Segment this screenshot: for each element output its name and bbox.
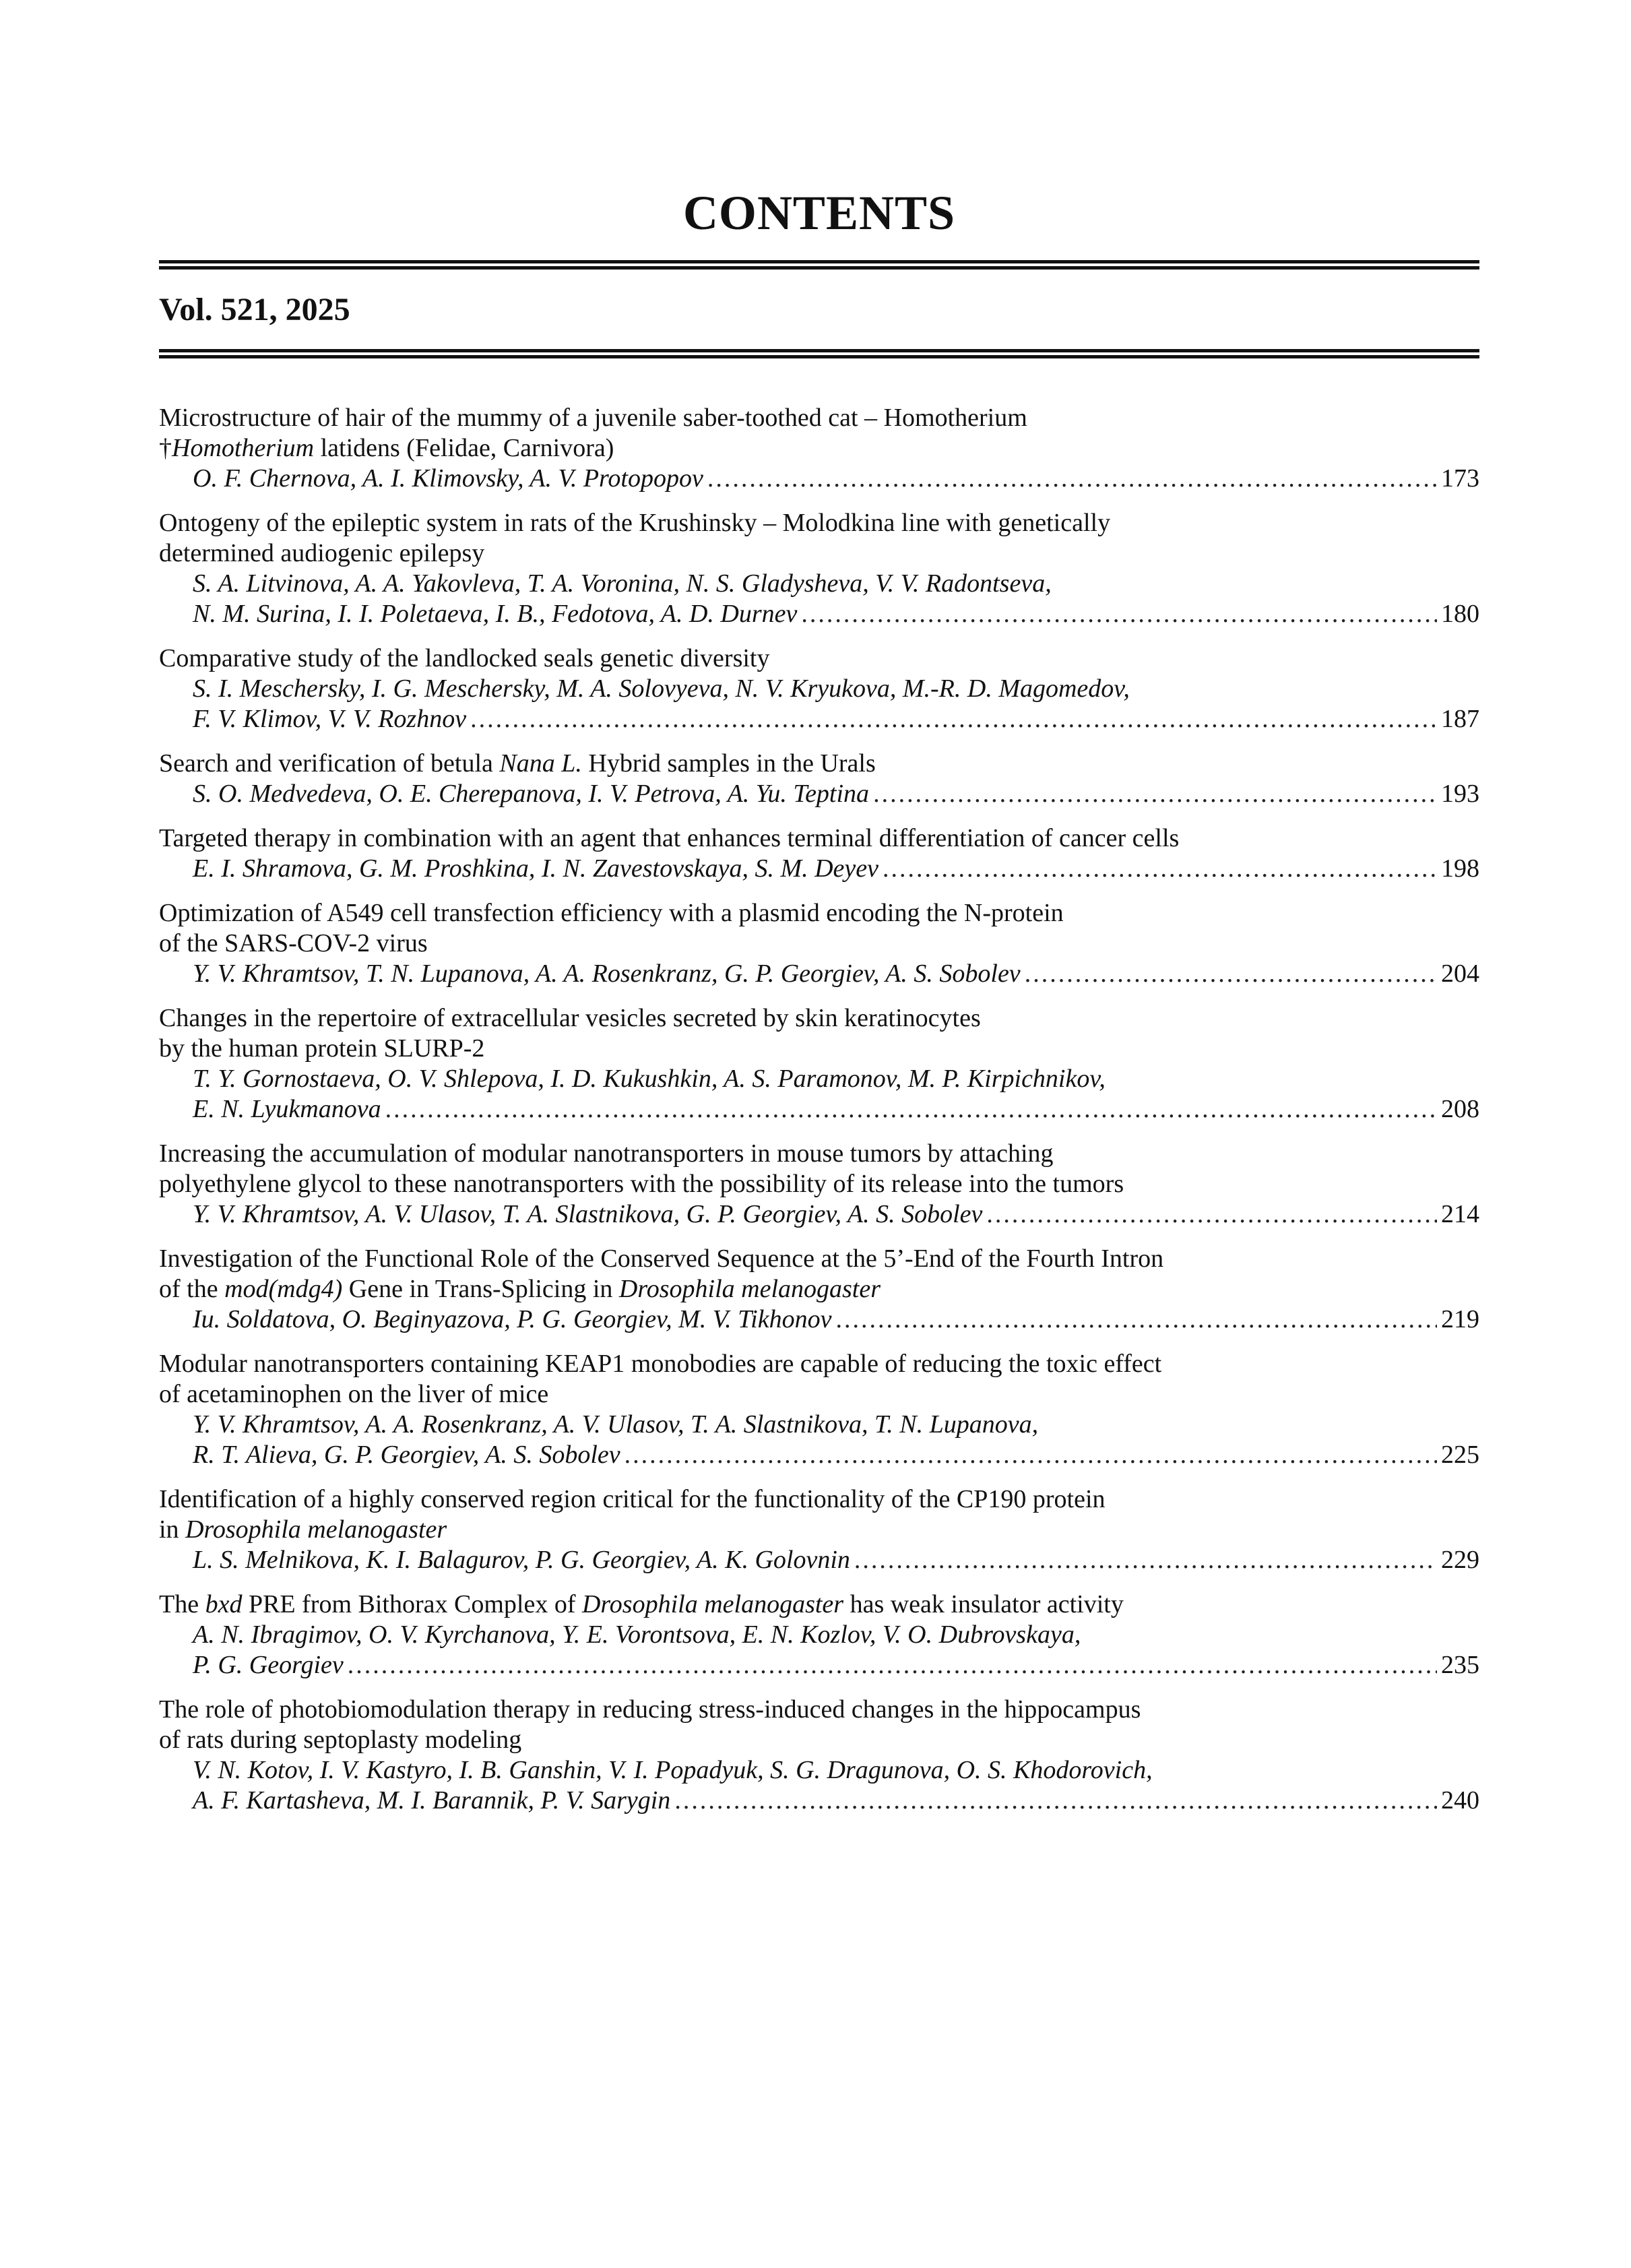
volume-label: Vol. 521, 2025 (159, 292, 350, 327)
author-line: A. N. Ibragimov, O. V. Kyrchanova, Y. E. Vorontsova, E. N. Kozlov, V. O. Dubrovskaya, (193, 1620, 1081, 1649)
page-number: 208 (1441, 1095, 1479, 1123)
author-page-row (193, 464, 1479, 494)
article-title-line: of rats during septoplasty modeling (159, 1726, 522, 1754)
article-authors (159, 464, 1479, 494)
dot-leader (883, 854, 1437, 884)
toc-entry (159, 508, 1479, 629)
article-title-line: Investigation of the Functional Role of the Conserved Sequence at the 5’-End of the Fourth Intron (159, 1245, 1164, 1273)
toc-entry (159, 898, 1479, 989)
dot-leader (986, 1199, 1437, 1230)
author-page-row (193, 1786, 1479, 1816)
toc-entry (159, 1484, 1479, 1575)
page-number: 219 (1441, 1305, 1479, 1333)
title-divider (159, 260, 1479, 270)
author-line: Y. V. Khramtsov, A. A. Rosenkranz, A. V. Ulasov, T. A. Slastnikova, T. N. Lupanova, (193, 1410, 1039, 1439)
dot-leader (854, 1545, 1437, 1575)
author-line: E. N. Lyukmanova (193, 1095, 381, 1123)
author-line: Iu. Soldatova, O. Beginyazova, P. G. Georgiev, M. V. Tikhonov (193, 1305, 832, 1333)
author-page-row (193, 1094, 1479, 1125)
author-line: T. Y. Gornostaeva, O. V. Shlepova, I. D. Kukushkin, A. S. Paramonov, M. P. Kirpichnikov, (193, 1065, 1106, 1093)
author-line: N. M. Surina, I. I. Poletaeva, I. B., Fedotova, A. D. Durnev (193, 600, 798, 628)
volume-divider (159, 349, 1479, 358)
author-line: O. F. Chernova, A. I. Klimovsky, A. V. Protopopov (193, 464, 703, 493)
author-page-row (193, 1650, 1479, 1680)
page-number: 173 (1441, 464, 1479, 493)
article-title-line: Comparative study of the landlocked seals genetic diversity (159, 644, 770, 672)
page-number: 229 (1441, 1546, 1479, 1574)
article-authors (159, 1755, 1479, 1816)
table-of-contents (159, 403, 1479, 1830)
author-page-row (193, 959, 1479, 989)
toc-entry (159, 749, 1479, 809)
article-title-line: determined audiogenic epilepsy (159, 539, 485, 567)
author-line: E. I. Shramova, G. M. Proshkina, I. N. Zavestovskaya, S. M. Deyev (193, 854, 879, 883)
article-title-line: Optimization of A549 cell transfection efficiency with a plasmid encoding the N-protein (159, 899, 1064, 927)
toc-entry (159, 823, 1479, 884)
author-line: P. G. Georgiev (193, 1651, 344, 1679)
page-number: 198 (1441, 854, 1479, 883)
author-page-row (193, 854, 1479, 884)
dot-leader (1025, 959, 1437, 989)
article-title-line: Targeted therapy in combination with an agent that enhances terminal differentiation of cancer cells (159, 824, 1180, 852)
article-title-line: in Drosophila melanogaster (159, 1515, 447, 1544)
toc-entry (159, 403, 1479, 494)
dot-leader (873, 779, 1437, 809)
article-title-line: Identification of a highly conserved region critical for the functionality of the CP190 protein (159, 1485, 1106, 1513)
dot-leader (674, 1786, 1437, 1816)
dot-leader (385, 1094, 1437, 1125)
article-title-line: Increasing the accumulation of modular nanotransporters in mouse tumors by attaching (159, 1139, 1054, 1168)
author-line: S. I. Meschersky, I. G. Meschersky, M. A. Solovyeva, N. V. Kryukova, M.-R. D. Magomedov, (193, 674, 1130, 703)
article-authors (159, 674, 1479, 734)
page-number: 235 (1441, 1651, 1479, 1679)
author-page-row (193, 704, 1479, 734)
author-line: L. S. Melnikova, K. I. Balagurov, P. G. Georgiev, A. K. Golovnin (193, 1546, 850, 1574)
dot-leader (625, 1440, 1437, 1470)
toc-entry (159, 643, 1479, 734)
article-title-line: Microstructure of hair of the mummy of a juvenile saber-toothed cat – Homotherium (159, 404, 1027, 432)
author-line: F. V. Klimov, V. V. Rozhnov (193, 705, 467, 733)
toc-entry (159, 1003, 1479, 1125)
page-number: 240 (1441, 1786, 1479, 1815)
article-title-line: polyethylene glycol to these nanotransporters with the possibility of its release into the tumors (159, 1170, 1124, 1198)
article-authors (159, 1620, 1479, 1680)
article-authors (159, 569, 1479, 629)
article-title-line: The role of photobiomodulation therapy in reducing stress-induced changes in the hippocampus (159, 1695, 1141, 1724)
article-title-line: of acetaminophen on the liver of mice (159, 1380, 549, 1408)
page-number: 193 (1441, 780, 1479, 808)
article-authors (159, 1304, 1479, 1335)
author-line: S. O. Medvedeva, O. E. Cherepanova, I. V. Petrova, A. Yu. Teptina (193, 780, 870, 808)
article-authors (159, 1545, 1479, 1575)
toc-entry (159, 1589, 1479, 1680)
article-authors (159, 1064, 1479, 1125)
author-page-row (193, 779, 1479, 809)
article-title-line: †Homotherium latidens (Felidae, Carnivora) (159, 434, 614, 462)
dot-leader (348, 1650, 1437, 1680)
author-line: A. F. Kartasheva, M. I. Barannik, P. V. Sarygin (193, 1786, 671, 1815)
article-authors (159, 854, 1479, 884)
dot-leader (801, 599, 1437, 629)
page-number: 187 (1441, 705, 1479, 733)
article-title-line: Modular nanotransporters containing KEAP1 monobodies are capable of reducing the toxic effect (159, 1350, 1162, 1378)
author-line: S. A. Litvinova, A. A. Yakovleva, T. A. Voronina, N. S. Gladysheva, V. V. Radontseva, (193, 569, 1052, 598)
article-title-line: of the SARS-COV-2 virus (159, 929, 428, 957)
dot-leader (470, 704, 1437, 734)
page-number: 204 (1441, 959, 1479, 988)
author-page-row (193, 1545, 1479, 1575)
page-title: CONTENTS (682, 186, 956, 240)
page-number: 180 (1441, 600, 1479, 628)
article-title-line: The bxd PRE from Bithorax Complex of Drosophila melanogaster has weak insulator activity (159, 1590, 1124, 1618)
article-authors (159, 1199, 1479, 1230)
article-title-line: Search and verification of betula Nana L. Hybrid samples in the Urals (159, 749, 876, 778)
author-page-row (193, 1304, 1479, 1335)
toc-entry (159, 1349, 1479, 1470)
author-line: Y. V. Khramtsov, A. V. Ulasov, T. A. Slastnikova, G. P. Georgiev, A. S. Sobolev (193, 1200, 983, 1228)
dot-leader (707, 464, 1437, 494)
author-page-row (193, 1440, 1479, 1470)
article-title-line: Ontogeny of the epileptic system in rats of the Krushinsky – Molodkina line with genetically (159, 509, 1111, 537)
author-page-row (193, 1199, 1479, 1230)
article-authors (159, 779, 1479, 809)
author-line: R. T. Alieva, G. P. Georgiev, A. S. Sobolev (193, 1441, 620, 1469)
toc-entry (159, 1695, 1479, 1816)
author-line: V. N. Kotov, I. V. Kastyro, I. B. Ganshin, V. I. Popadyuk, S. G. Dragunova, O. S. Khodorovich, (193, 1756, 1153, 1784)
article-title-line: by the human protein SLURP-2 (159, 1034, 485, 1063)
page-number: 225 (1441, 1441, 1479, 1469)
author-page-row (193, 599, 1479, 629)
article-authors (159, 959, 1479, 989)
dot-leader (835, 1304, 1437, 1335)
article-authors (159, 1410, 1479, 1470)
page-number: 214 (1441, 1200, 1479, 1228)
author-line: Y. V. Khramtsov, T. N. Lupanova, A. A. Rosenkranz, G. P. Georgiev, A. S. Sobolev (193, 959, 1021, 988)
toc-entry (159, 1244, 1479, 1335)
toc-entry (159, 1139, 1479, 1230)
article-title-line: of the mod(mdg4) Gene in Trans-Splicing in Drosophila melanogaster (159, 1275, 881, 1303)
article-title-line: Changes in the repertoire of extracellular vesicles secreted by skin keratinocytes (159, 1004, 981, 1032)
